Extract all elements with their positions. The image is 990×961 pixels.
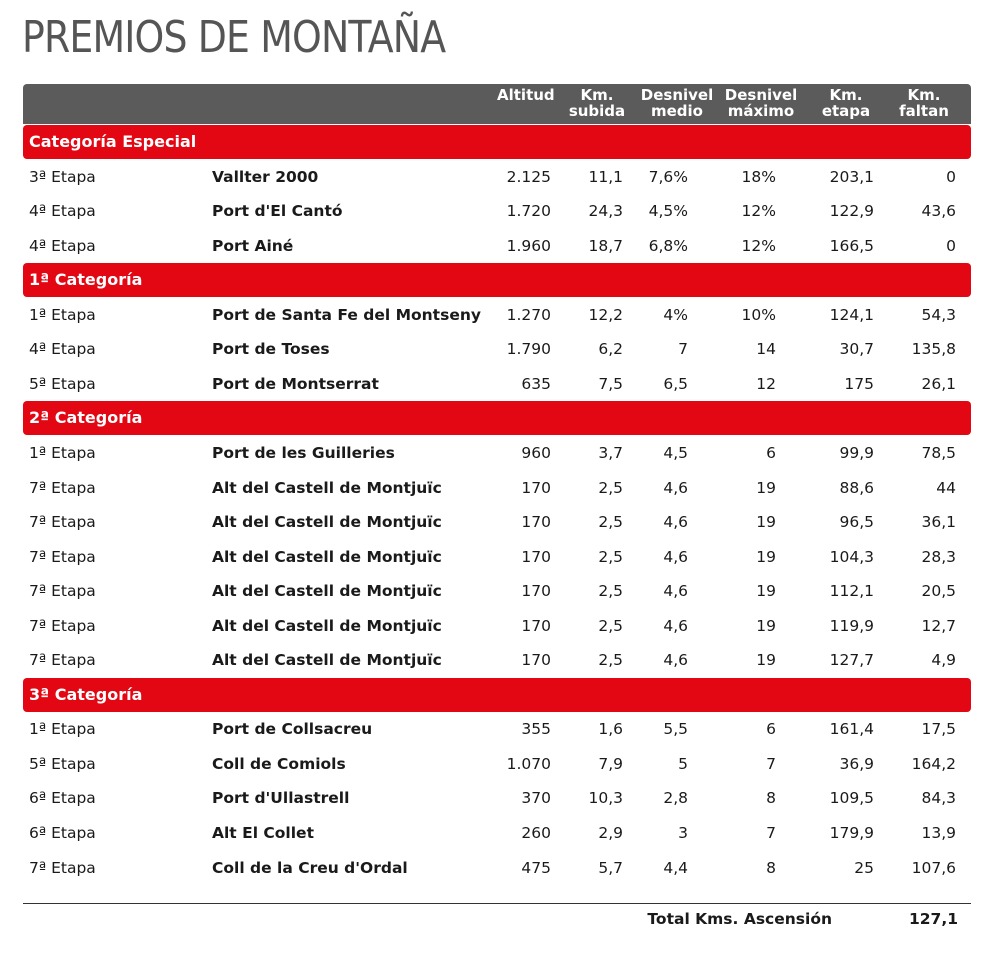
altitud-cell: 635 (521, 375, 551, 393)
table-row (23, 160, 971, 194)
km-faltan-cell: 12,7 (921, 617, 956, 635)
km-etapa-cell: 96,5 (839, 513, 874, 531)
desnivel-maximo-cell: 19 (756, 651, 776, 669)
climb-name: Port de Collsacreu (212, 720, 373, 738)
stage-cell: 1ª Etapa (29, 306, 96, 324)
desnivel-medio-cell: 7,6% (648, 168, 688, 186)
altitud-cell: 1.070 (506, 755, 551, 773)
km-etapa-cell: 161,4 (829, 720, 874, 738)
km-etapa-cell: 30,7 (839, 340, 874, 358)
km-subida-cell: 3,7 (598, 444, 623, 462)
altitud-cell: 960 (521, 444, 551, 462)
km-etapa-cell: 179,9 (829, 824, 874, 842)
km-etapa-cell: 104,3 (829, 548, 874, 566)
km-subida-cell: 2,5 (598, 479, 623, 497)
altitud-cell: 1.720 (506, 202, 551, 220)
altitud-cell: 1.790 (506, 340, 551, 358)
altitud-cell: 170 (521, 513, 551, 531)
climb-name: Alt del Castell de Montjuïc (212, 651, 442, 669)
km-etapa-cell: 25 (854, 859, 874, 877)
desnivel-maximo-cell: 19 (756, 513, 776, 531)
climb-name: Coll de la Creu d'Ordal (212, 859, 408, 877)
desnivel-maximo-cell: 8 (766, 859, 776, 877)
climb-name: Port d'Ullastrell (212, 789, 350, 807)
table-row (23, 436, 971, 470)
desnivel-maximo-cell: 7 (766, 755, 776, 773)
desnivel-medio-cell: 4,6 (663, 479, 688, 497)
page-title: PREMIOS DE MONTAÑA (22, 12, 446, 63)
altitud-cell: 370 (521, 789, 551, 807)
table-row (23, 505, 971, 539)
table-row (23, 367, 971, 401)
km-subida-cell: 2,5 (598, 651, 623, 669)
stage-cell: 7ª Etapa (29, 513, 96, 531)
table-row (23, 643, 971, 677)
col-desnivel-medio: Desnivel medio (640, 86, 714, 120)
climb-name: Port de Toses (212, 340, 330, 358)
total-label: Total Kms. Ascensión (647, 910, 832, 928)
km-subida-cell: 10,3 (588, 789, 623, 807)
table-row (23, 609, 971, 643)
km-faltan-cell: 164,2 (911, 755, 956, 773)
category-header: 1ª Categoría (23, 263, 971, 297)
km-etapa-cell: 166,5 (829, 237, 874, 255)
stage-cell: 4ª Etapa (29, 340, 96, 358)
km-subida-cell: 7,5 (598, 375, 623, 393)
table-row (23, 816, 971, 850)
stage-cell: 5ª Etapa (29, 375, 96, 393)
km-subida-cell: 1,6 (598, 720, 623, 738)
stage-cell: 4ª Etapa (29, 237, 96, 255)
km-subida-cell: 18,7 (588, 237, 623, 255)
km-etapa-cell: 36,9 (839, 755, 874, 773)
stage-cell: 7ª Etapa (29, 548, 96, 566)
altitud-cell: 170 (521, 617, 551, 635)
km-faltan-cell: 43,6 (921, 202, 956, 220)
altitud-cell: 170 (521, 651, 551, 669)
km-etapa-cell: 119,9 (829, 617, 874, 635)
table-row (23, 471, 971, 505)
table-row (23, 332, 971, 366)
desnivel-maximo-cell: 12% (741, 202, 776, 220)
km-faltan-cell: 135,8 (911, 340, 956, 358)
col-km-subida: Km. subida (568, 86, 626, 120)
km-etapa-cell: 175 (844, 375, 874, 393)
climb-name: Alt del Castell de Montjuïc (212, 582, 442, 600)
desnivel-medio-cell: 4,6 (663, 548, 688, 566)
desnivel-maximo-cell: 8 (766, 789, 776, 807)
table-row (23, 540, 971, 574)
altitud-cell: 2.125 (506, 168, 551, 186)
desnivel-medio-cell: 4,5 (663, 444, 688, 462)
stage-cell: 6ª Etapa (29, 789, 96, 807)
desnivel-medio-cell: 4,5% (648, 202, 688, 220)
stage-cell: 1ª Etapa (29, 444, 96, 462)
km-etapa-cell: 122,9 (829, 202, 874, 220)
col-altitud: Altitud (497, 86, 555, 104)
km-etapa-cell: 127,7 (829, 651, 874, 669)
table-row (23, 747, 971, 781)
desnivel-maximo-cell: 19 (756, 617, 776, 635)
desnivel-medio-cell: 4,6 (663, 513, 688, 531)
km-faltan-cell: 28,3 (921, 548, 956, 566)
col-km-faltan: Km. faltan (899, 86, 949, 120)
km-subida-cell: 7,9 (598, 755, 623, 773)
altitud-cell: 355 (521, 720, 551, 738)
km-subida-cell: 2,5 (598, 582, 623, 600)
stage-cell: 6ª Etapa (29, 824, 96, 842)
desnivel-medio-cell: 6,5 (663, 375, 688, 393)
climb-name: Port d'El Cantó (212, 202, 343, 220)
desnivel-maximo-cell: 19 (756, 479, 776, 497)
table-row (23, 298, 971, 332)
km-faltan-cell: 26,1 (921, 375, 956, 393)
desnivel-maximo-cell: 12 (756, 375, 776, 393)
stage-cell: 7ª Etapa (29, 582, 96, 600)
km-subida-cell: 2,5 (598, 513, 623, 531)
desnivel-medio-cell: 6,8% (648, 237, 688, 255)
desnivel-maximo-cell: 6 (766, 720, 776, 738)
stage-cell: 7ª Etapa (29, 859, 96, 877)
km-faltan-cell: 0 (946, 168, 956, 186)
km-faltan-cell: 84,3 (921, 789, 956, 807)
table-row (23, 194, 971, 228)
col-km-etapa: Km. etapa (821, 86, 871, 120)
category-header: 2ª Categoría (23, 401, 971, 435)
km-subida-cell: 12,2 (588, 306, 623, 324)
table-row (23, 851, 971, 885)
desnivel-medio-cell: 3 (678, 824, 688, 842)
km-etapa-cell: 203,1 (829, 168, 874, 186)
altitud-cell: 1.270 (506, 306, 551, 324)
km-subida-cell: 2,9 (598, 824, 623, 842)
table-header (23, 84, 971, 124)
climb-name: Port de Montserrat (212, 375, 379, 393)
stage-cell: 7ª Etapa (29, 651, 96, 669)
category-header: Categoría Especial (23, 125, 971, 159)
desnivel-maximo-cell: 12% (741, 237, 776, 255)
km-etapa-cell: 124,1 (829, 306, 874, 324)
km-etapa-cell: 99,9 (839, 444, 874, 462)
km-faltan-cell: 0 (946, 237, 956, 255)
climb-name: Alt del Castell de Montjuïc (212, 617, 442, 635)
km-faltan-cell: 36,1 (921, 513, 956, 531)
table-row (23, 574, 971, 608)
desnivel-medio-cell: 5 (678, 755, 688, 773)
table-row (23, 229, 971, 263)
desnivel-medio-cell: 7 (678, 340, 688, 358)
km-faltan-cell: 13,9 (921, 824, 956, 842)
desnivel-maximo-cell: 14 (756, 340, 776, 358)
climb-name: Port Ainé (212, 237, 294, 255)
desnivel-medio-cell: 4,4 (663, 859, 688, 877)
km-subida-cell: 24,3 (588, 202, 623, 220)
desnivel-medio-cell: 4,6 (663, 651, 688, 669)
km-etapa-cell: 109,5 (829, 789, 874, 807)
climb-name: Port de Santa Fe del Montseny (212, 306, 481, 324)
desnivel-medio-cell: 4,6 (663, 582, 688, 600)
climb-name: Coll de Comiols (212, 755, 346, 773)
km-etapa-cell: 112,1 (829, 582, 874, 600)
altitud-cell: 170 (521, 548, 551, 566)
stage-cell: 1ª Etapa (29, 720, 96, 738)
altitud-cell: 170 (521, 582, 551, 600)
climb-name: Alt del Castell de Montjuïc (212, 513, 442, 531)
altitud-cell: 1.960 (506, 237, 551, 255)
altitud-cell: 260 (521, 824, 551, 842)
desnivel-maximo-cell: 10% (741, 306, 776, 324)
climb-name: Alt del Castell de Montjuïc (212, 548, 442, 566)
km-faltan-cell: 107,6 (911, 859, 956, 877)
climb-name: Port de les Guilleries (212, 444, 395, 462)
desnivel-maximo-cell: 6 (766, 444, 776, 462)
km-faltan-cell: 17,5 (921, 720, 956, 738)
stage-cell: 7ª Etapa (29, 617, 96, 635)
table-row (23, 712, 971, 746)
km-faltan-cell: 44 (936, 479, 956, 497)
km-subida-cell: 2,5 (598, 617, 623, 635)
climb-name: Vallter 2000 (212, 168, 319, 186)
climb-name: Alt El Collet (212, 824, 314, 842)
km-etapa-cell: 88,6 (839, 479, 874, 497)
km-faltan-cell: 78,5 (921, 444, 956, 462)
desnivel-medio-cell: 2,8 (663, 789, 688, 807)
km-faltan-cell: 20,5 (921, 582, 956, 600)
desnivel-maximo-cell: 18% (741, 168, 776, 186)
km-subida-cell: 2,5 (598, 548, 623, 566)
km-subida-cell: 6,2 (598, 340, 623, 358)
total-value: 127,1 (908, 910, 958, 928)
desnivel-maximo-cell: 19 (756, 582, 776, 600)
altitud-cell: 475 (521, 859, 551, 877)
table-row (23, 781, 971, 815)
climb-name: Alt del Castell de Montjuïc (212, 479, 442, 497)
km-faltan-cell: 54,3 (921, 306, 956, 324)
altitud-cell: 170 (521, 479, 551, 497)
stage-cell: 7ª Etapa (29, 479, 96, 497)
desnivel-maximo-cell: 19 (756, 548, 776, 566)
km-subida-cell: 5,7 (598, 859, 623, 877)
km-faltan-cell: 4,9 (931, 651, 956, 669)
stage-cell: 4ª Etapa (29, 202, 96, 220)
desnivel-medio-cell: 5,5 (663, 720, 688, 738)
category-header: 3ª Categoría (23, 678, 971, 712)
col-desnivel-maximo: Desnivel máximo (724, 86, 798, 120)
desnivel-medio-cell: 4% (663, 306, 688, 324)
desnivel-maximo-cell: 7 (766, 824, 776, 842)
km-subida-cell: 11,1 (588, 168, 623, 186)
total-divider (23, 903, 971, 904)
desnivel-medio-cell: 4,6 (663, 617, 688, 635)
stage-cell: 5ª Etapa (29, 755, 96, 773)
stage-cell: 3ª Etapa (29, 168, 96, 186)
